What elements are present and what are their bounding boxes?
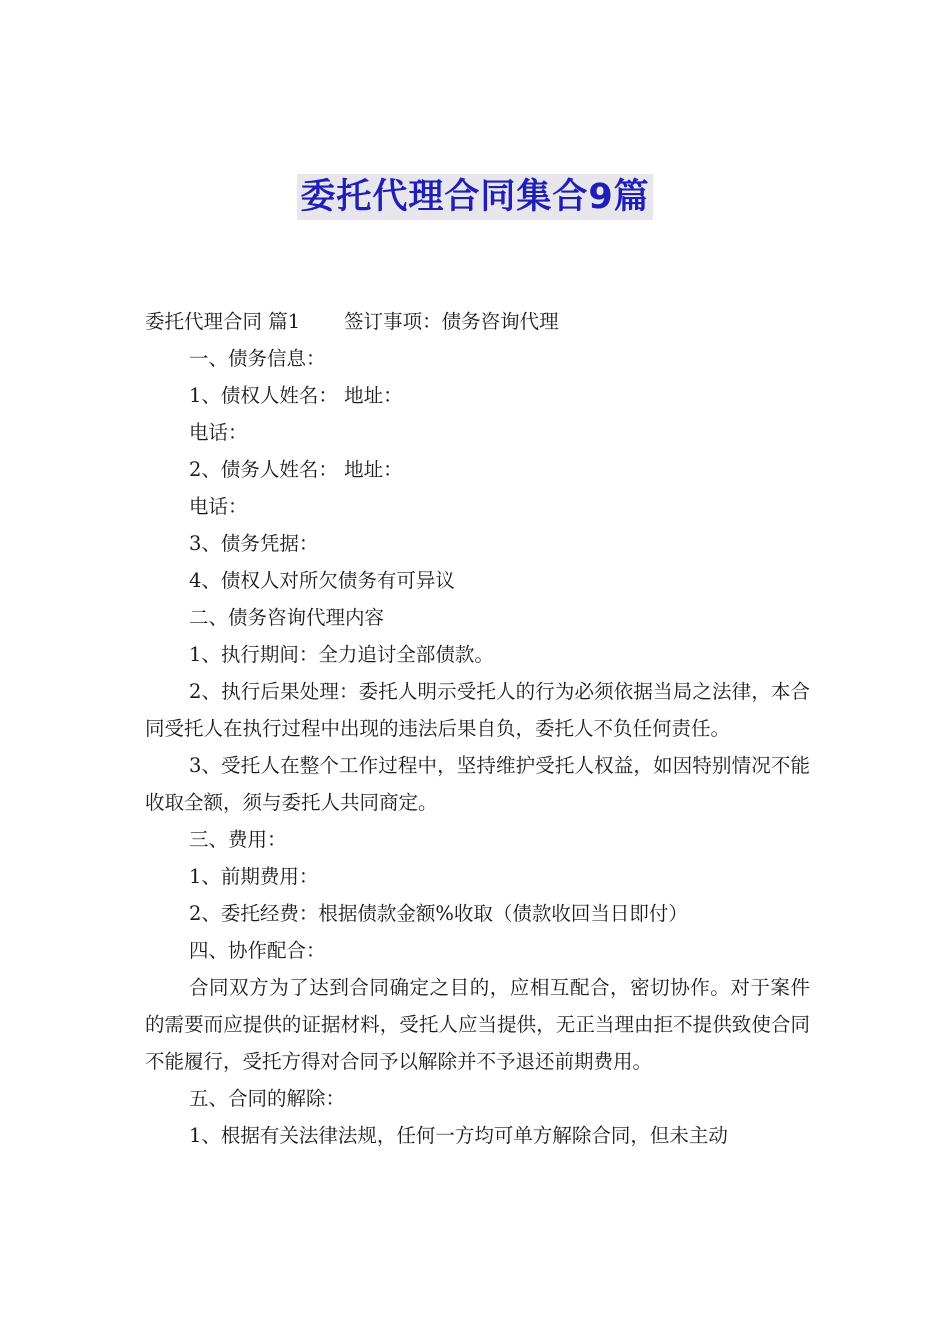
list-item: 1、执行期间：全力追讨全部债款。	[189, 643, 494, 666]
contract-header-line	[145, 303, 810, 340]
paragraph: 3、受托人在整个工作过程中，坚持维护受托人权益，如因特别情况不能收取全额，须与委托人共同商定。	[145, 754, 810, 814]
document-body	[145, 303, 810, 1154]
document-title: 委托代理合同集合9篇	[297, 174, 652, 220]
list-item: 2、债务人姓名： 地址：	[189, 458, 403, 481]
title-container	[0, 174, 950, 220]
list-item: 4、债权人对所欠债务有可异议	[189, 569, 455, 592]
paragraph: 2、执行后果处理：委托人明示受托人的行为必须依据当局之法律，本合同受托人在执行过程中出现的违法后果自负，委托人不负任何责任。	[145, 680, 810, 740]
paragraph: 1、根据有关法律法规，任何一方均可单方解除合同，但未主动	[189, 1124, 728, 1147]
section-heading: 三、费用：	[189, 828, 287, 851]
section-heading: 四、协作配合：	[189, 939, 326, 962]
paragraph: 合同双方为了达到合同确定之目的，应相互配合，密切协作。对于案件的需要而应提供的证据材料，受托人应当提供，无正当理由拒不提供致使合同不能履行，受托方得对合同予以解除并不予退还前期费用。	[145, 976, 810, 1073]
list-item: 2、委托经费：根据债款金额%收取（债款收回当日即付）	[189, 902, 688, 925]
list-item: 3、债务凭据：	[189, 532, 319, 555]
list-item: 电话：	[189, 495, 248, 518]
contract-section-title: 委托代理合同 篇1	[145, 310, 301, 333]
section-heading: 一、债务信息：	[189, 347, 326, 370]
contract-subject: 签订事项：债务咨询代理	[344, 310, 559, 333]
list-item: 1、前期费用：	[189, 865, 319, 888]
section-heading: 五、合同的解除：	[189, 1087, 346, 1110]
list-item: 1、债权人姓名： 地址：	[189, 384, 403, 407]
list-item: 电话：	[189, 421, 248, 444]
section-heading: 二、债务咨询代理内容	[189, 606, 385, 629]
